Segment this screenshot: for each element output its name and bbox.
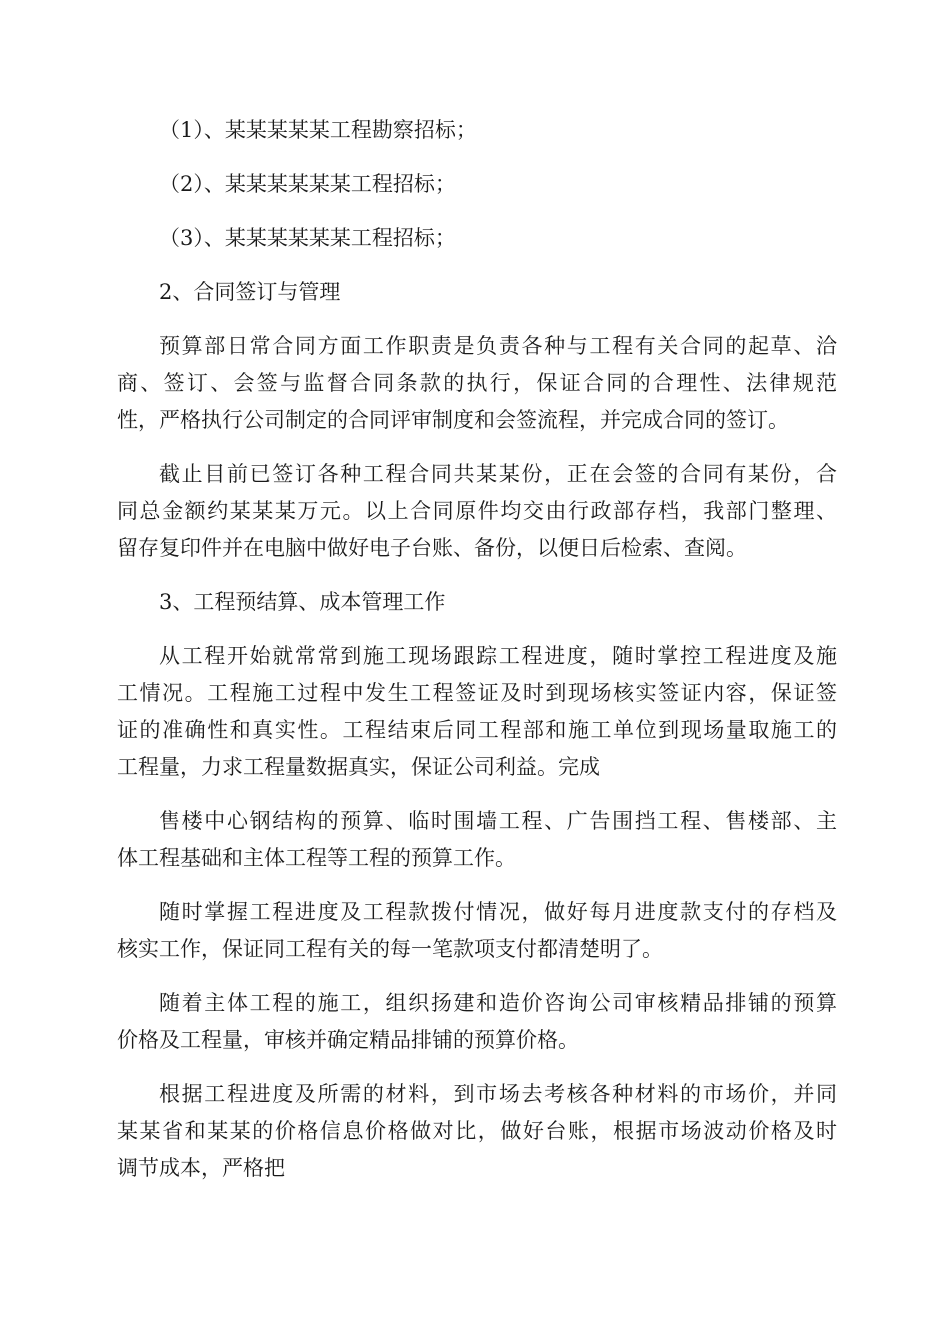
paragraph-line: 某某省和某某的价格信息价格做对比，做好台账，根据市场波动价格及时 [117,1119,837,1143]
document-body [117,112,837,1187]
paragraph-line: 随时掌握工程进度及工程款拨付情况，做好每月进度款支付的存档及 [159,900,837,924]
paragraph-line: 随着主体工程的施工，组织扬建和造价咨询公司审核精品排铺的预算 [159,991,837,1015]
paragraph-contract-duties [117,328,837,439]
section-heading [117,274,837,311]
paragraph-shop-pricing [117,985,837,1059]
paragraph-site-tracking [117,638,837,786]
paragraph-line: 核实工作，保证同工程有关的每一笔款项支付都清楚明了。 [117,937,663,961]
paragraph-line: 预算部日常合同方面工作职责是负责各种与工程有关合同的起草、洽 [159,334,837,358]
paragraph-payments [117,894,837,968]
section-heading-text: 2、合同签订与管理 [159,280,341,304]
paragraph-line: 同总金额约某某某万元。以上合同原件均交由行政部存档，我部门整理、 [117,499,837,523]
list-item [117,166,837,203]
list-item-text: （2）、某某某某某某工程招标； [159,172,456,196]
paragraph-line: 证的准确性和真实性。工程结束后同工程部和施工单位到现场量取施工的 [117,718,837,742]
paragraph-line: 体工程基础和主体工程等工程的预算工作。 [117,846,516,870]
paragraph-line: 截止目前已签订各种工程合同共某某份，正在会签的合同有某份，合 [159,462,837,486]
paragraph-line: 留存复印件并在电脑中做好电子台账、备份，以便日后检索、查阅。 [117,536,747,560]
paragraph-line: 商、签订、会签与监督合同条款的执行，保证合同的合理性、法律规范 [117,371,837,395]
section-heading [117,584,837,621]
list-item-text: （3）、某某某某某某工程招标； [159,226,456,250]
paragraph-line: 从工程开始就常常到施工现场跟踪工程进度，随时掌控工程进度及施 [159,644,837,668]
paragraph-line: 根据工程进度及所需的材料，到市场去考核各种材料的市场价，并同 [159,1082,837,1106]
list-item [117,220,837,257]
list-item-text: （1）、某某某某某工程勘察招标； [159,118,477,142]
paragraph-line: 工情况。工程施工过程中发生工程签证及时到现场核实签证内容，保证签 [117,681,837,705]
paragraph-line: 调节成本，严格把 [117,1156,285,1180]
section-heading-text: 3、工程预结算、成本管理工作 [159,590,446,614]
paragraph-contract-status [117,456,837,567]
list-item [117,112,837,149]
paragraph-line: 价格及工程量，审核并确定精品排铺的预算价格。 [117,1028,579,1052]
paragraph-line: 性，严格执行公司制定的合同评审制度和会签流程，并完成合同的签订。 [117,408,789,432]
paragraph-budget-items [117,803,837,877]
paragraph-material-prices [117,1076,837,1187]
paragraph-line: 售楼中心钢结构的预算、临时围墙工程、广告围挡工程、售楼部、主 [159,809,837,833]
paragraph-line: 工程量，力求工程量数据真实，保证公司利益。完成 [117,755,600,779]
